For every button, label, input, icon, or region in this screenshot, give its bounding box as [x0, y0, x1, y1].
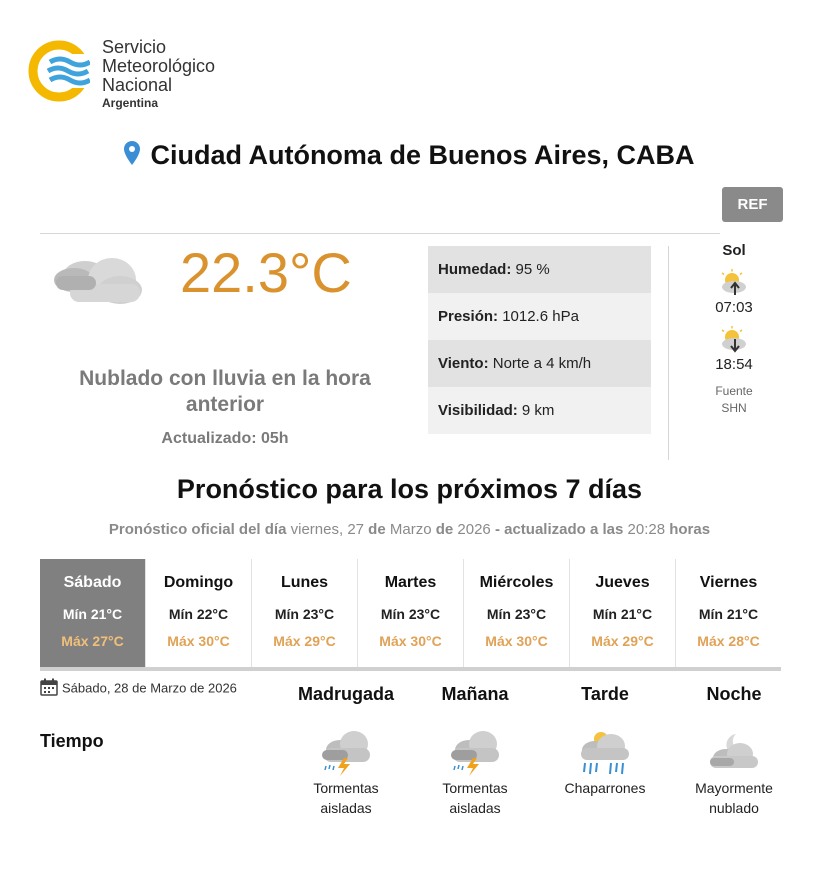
condition-line: Mayormente — [695, 780, 773, 796]
stat-visibility — [428, 387, 651, 434]
calendar-icon — [40, 678, 58, 696]
selected-date-text: Sábado, 28 de Marzo de 2026 — [62, 680, 237, 696]
day-min: Mín 23°C — [274, 606, 335, 622]
day-max: Máx 30°C — [485, 633, 548, 649]
stat-humidity — [428, 246, 651, 293]
condition-line: Tormentas — [313, 780, 379, 796]
source-note — [695, 383, 773, 417]
condition-line: nublado — [709, 800, 759, 816]
day-tab-miercoles[interactable] — [464, 559, 570, 667]
sunrise-icon — [719, 269, 749, 297]
period-condition-noche — [669, 778, 799, 818]
subtitle-part: viernes, 27 — [290, 521, 364, 538]
cloudy-icon — [50, 250, 145, 312]
stat-label: Presión: — [438, 308, 499, 325]
location-pin-icon — [124, 141, 140, 165]
row-label-tiempo: Tiempo — [40, 731, 104, 751]
day-max: Máx 29°C — [591, 633, 654, 649]
stat-label: Viento: — [438, 355, 489, 372]
condition-line: aisladas — [449, 800, 501, 816]
stat-value: 95 % — [515, 261, 550, 278]
day-max: Máx 30°C — [379, 633, 442, 649]
source-label: Fuente — [715, 384, 753, 398]
thunderstorm-icon — [318, 728, 374, 776]
showers-icon — [577, 728, 633, 776]
period-header-noche: Noche — [706, 684, 762, 704]
current-description: Nublado con lluvia en la hora anterior — [79, 367, 371, 416]
location-name: Ciudad Autónoma de Buenos Aires, CABA — [150, 140, 695, 170]
divider — [40, 233, 720, 234]
day-name: Jueves — [595, 574, 650, 591]
period-header-madrugada: Madrugada — [297, 684, 394, 704]
ref-button[interactable]: REF — [722, 187, 783, 222]
condition-line: Chaparrones — [564, 780, 646, 796]
day-min: Mín 21°C — [698, 606, 759, 622]
sunrise-time: 07:03 — [715, 299, 753, 316]
subtitle-part: Marzo — [389, 521, 432, 538]
forecast-subtitle — [0, 521, 819, 538]
stat-label: Humedad: — [438, 261, 512, 278]
day-tab-lunes[interactable] — [252, 559, 358, 667]
smn-logo[interactable] — [28, 38, 258, 108]
period-header-tarde: Tarde — [581, 684, 629, 704]
forecast-title: Pronóstico para los próximos 7 días — [176, 474, 643, 504]
stat-value: 9 km — [521, 402, 555, 419]
forecast-days — [40, 559, 781, 671]
subtitle-part: de — [435, 521, 454, 538]
thunderstorm-icon — [447, 728, 503, 776]
selected-date — [40, 680, 237, 698]
subtitle-part: Pronóstico oficial del día — [108, 521, 287, 538]
day-min: Mín 21°C — [62, 606, 123, 622]
sunset-icon — [719, 326, 749, 354]
day-tab-jueves[interactable] — [570, 559, 676, 667]
day-max: Máx 29°C — [273, 633, 336, 649]
logo-line-4: Argentina — [102, 96, 159, 110]
period-condition-tarde — [540, 778, 670, 798]
condition-line: aisladas — [320, 800, 372, 816]
subtitle-part: horas — [669, 521, 711, 538]
stat-pressure — [428, 293, 651, 340]
logo-line-3: Nacional — [102, 75, 173, 95]
day-tab-viernes[interactable] — [676, 559, 781, 667]
day-name: Domingo — [163, 574, 234, 591]
stat-value: 1012.6 hPa — [502, 308, 579, 325]
logo-line-2: Meteorológico — [102, 56, 216, 76]
stat-wind — [428, 340, 651, 387]
day-name: Miércoles — [479, 574, 554, 591]
subtitle-part: de — [368, 521, 386, 538]
logo-line-1: Servicio — [102, 37, 167, 57]
updated-time: Actualizado: 05h — [161, 430, 289, 447]
smn-logo-icon — [28, 40, 90, 102]
day-name: Viernes — [699, 574, 758, 591]
condition-line: Tormentas — [442, 780, 508, 796]
day-min: Mín 23°C — [486, 606, 547, 622]
mostly-cloudy-night-icon — [706, 728, 762, 776]
vertical-divider — [668, 246, 669, 460]
sun-panel — [695, 240, 773, 417]
current-temperature: 22.3°C — [180, 241, 352, 304]
day-max: Máx 30°C — [167, 633, 230, 649]
day-min: Mín 23°C — [380, 606, 441, 622]
sunset-time: 18:54 — [715, 356, 753, 373]
sun-title: Sol — [722, 242, 746, 259]
stat-label: Visibilidad: — [438, 402, 518, 419]
period-header-manana: Mañana — [441, 684, 509, 704]
current-stats — [428, 246, 651, 434]
day-min: Mín 22°C — [168, 606, 229, 622]
day-tab-domingo[interactable] — [146, 559, 252, 667]
subtitle-part: 20:28 — [627, 521, 666, 538]
period-condition-madrugada — [281, 778, 411, 818]
subtitle-part: - actualizado a las — [494, 521, 624, 538]
day-name: Martes — [384, 574, 437, 591]
day-max: Máx 27°C — [61, 633, 124, 649]
subtitle-part: 2026 — [457, 521, 491, 538]
period-condition-manana — [410, 778, 540, 818]
day-name: Sábado — [63, 574, 122, 591]
day-name: Lunes — [280, 574, 329, 591]
day-tab-sabado[interactable] — [40, 559, 146, 667]
day-max: Máx 28°C — [697, 633, 760, 649]
logo-text — [102, 38, 215, 111]
day-tab-martes[interactable] — [358, 559, 464, 667]
stat-value: Norte a 4 km/h — [492, 355, 592, 372]
source-name: SHN — [721, 401, 747, 415]
day-min: Mín 21°C — [592, 606, 653, 622]
location-heading — [0, 140, 819, 171]
